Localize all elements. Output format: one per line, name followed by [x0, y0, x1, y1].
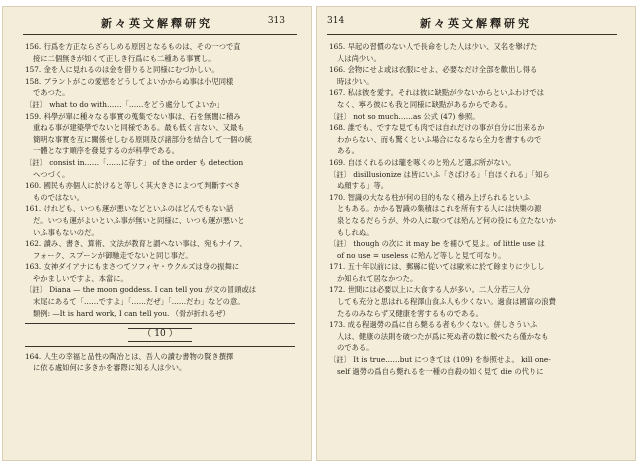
text-line: 168. 誰でも、ですな見ても肉では自れだけの事が自分に出来るか: [329, 123, 545, 133]
text-line: 162. 讀み、書き、算術、文法が教育と謂へない事は、宛もナイフ、: [25, 239, 247, 249]
text-line: ある。: [337, 146, 359, 156]
page-box-label: （ 10 ）: [128, 328, 191, 342]
text-line: 158. ブラントがこの愛慾をどうしてよいかからぬ事は小児同樣: [25, 76, 234, 86]
right-page-body: [329, 41, 615, 377]
right-page-header: [317, 15, 635, 31]
note-line: 〔註〕 It is true……but につきては (109) を参照せよ。 kill one-: [329, 355, 551, 365]
right-running-title: 新々英文解釋研究: [420, 17, 532, 30]
text-line: 159. 科學が單に種々なる事實の蒐集でない事は、石を無闇に積み: [25, 111, 241, 121]
text-line: たるのみならず又健康を害するものである。: [337, 308, 483, 318]
note-line: へつづく。: [33, 169, 70, 179]
left-footer-rule: [25, 323, 295, 324]
text-line: 167. 私は彼を愛す。それは彼に缺點が少ないからといふわけでは: [329, 88, 544, 98]
text-line: 人は、健康の法則を破つたが爲に死ぬ者の数に較べたら僅かなも: [337, 331, 549, 341]
text-line: 170. 智識の大なる柱が何の目的もなく積み上げられるといふ: [329, 192, 530, 202]
left-header-rule: [23, 34, 297, 35]
left-page-body: [25, 41, 295, 374]
text-line: 163. 女神ダイアナにもまさつてソフィヤ・ウクルズは身の振舞に: [25, 262, 240, 272]
text-line: だ。いつも運がよいといふ事が無いと同様に、いつも運が悪いと: [33, 215, 245, 225]
text-line: 161. けれども、いつも運が悪いなどといふのはどんでもない話: [25, 204, 234, 214]
text-line: ものではない。: [33, 192, 85, 202]
text-line: 169. 自ほくれるのは瓏を啄くのと殆んど選ぶ所がない。: [329, 157, 516, 167]
text-line: フォーク、スプーンが御馳走でないと同じ事だ。: [33, 250, 193, 260]
text-line: ともある。かかる智識の集積はこれを所有する人には快樂の源: [337, 204, 542, 214]
note-line: 〔註〕 disillusionize は皆にいふ「さばける」「自ほくれる」「知ら: [329, 169, 550, 179]
text-line: もしれぬ。: [337, 227, 374, 237]
note-line: 〔註〕 not so much……as 公式 (47) 參照。: [329, 111, 480, 121]
text-line: やかましいですよ、本當に。: [33, 273, 128, 283]
text-line: いふ事もないのだ。: [33, 227, 99, 237]
note-line: 類例: —It is hard work, I can tell you. （骨が折れるぜ）: [33, 308, 230, 318]
text-line: 156. 行爲を方正ならざらしめる原因となるものは、その一つで直: [25, 42, 241, 51]
text-line: 157. 金を人に見れるのは金を借りると同様にむづかしい。: [25, 65, 219, 75]
text-line: 165. 早起の習慣のない人で長命をした人は少い、又名を擧げた: [329, 42, 538, 51]
left-page-number: 313: [267, 16, 285, 26]
text-line: 人は尚少い。: [337, 53, 381, 63]
text-line: 166. 会物にせよ或は衣服にせよ、必要なだけ全部を歡出し得る: [329, 65, 538, 75]
text-line: に依る處如何に多きかを審際に知る人は少い。: [33, 363, 187, 373]
note-line: 〔註〕 though の次に it may be を補ひて見よ。of little use は: [329, 239, 545, 249]
text-line: わからない、而も驚くといふ場合になるなら全力を書すもので: [337, 134, 542, 144]
note-line: 〔註〕 what to do with……「……をどう處分してよいか」: [25, 99, 224, 109]
note-line: 〔註〕 consist in……「……に存す」 of the order も detection: [25, 157, 244, 167]
text-line: 簡明な事實を互に關係せしむる原則及び諸部分を結合して一個の統: [33, 134, 252, 144]
left-page: [2, 6, 312, 461]
text-line: 160. 國民も亦個人に於けると等しく其大きさによつて判斷すべき: [25, 181, 241, 191]
note-line: ぬ顔する」等。: [337, 181, 389, 191]
page-box: [25, 328, 295, 342]
text-line: か知られて居なかつた。: [337, 273, 418, 283]
left-running-title: 新々英文解釋研究: [101, 17, 213, 30]
note-line: of no use = useless に殆んど等しと見て可なり。: [337, 250, 506, 260]
text-line: 接に二個無きが如くて正しき行爲にも二種ある事實し。: [33, 53, 216, 63]
text-line: なく、寧ろ彼にも我と同様に缺點があるからである。: [337, 99, 512, 109]
text-line: 171. 五十年以前には、郵縣に從いては歐米に於て餘まりに少しし: [329, 262, 545, 272]
right-page-number: 314: [327, 16, 345, 26]
right-page: [316, 6, 636, 461]
text-line: 重ねる事が建築學でないと同様である。最も低く言ない、又最も: [33, 123, 245, 133]
note-line: self 過勞の爲自ら斃れるを一種の自殺の如く見て die の代りに: [337, 366, 544, 376]
text-line: しても充分と思はれる程澤山食ふ人も少くない。過食は國富の浪費: [337, 297, 556, 307]
text-line: 泉となるだらうが、外の人に取つては殆んど何の役にも立たないか: [337, 215, 556, 225]
text-line: のである。: [337, 343, 374, 353]
text-line: 一體となす順序を發見するのが科學である。: [33, 146, 179, 156]
text-line: 時は少い。: [337, 76, 374, 86]
note-line: 〔註〕 Diana — the moon goddess. I can tell you が文の冒頭或は: [25, 285, 257, 295]
text-line: 173. 成る程過勞の爲に自ら斃るる者も少くない。併しさういふ: [329, 320, 538, 330]
text-line: 164. 人生の幸福と品性の陶冶とは、吾人の讀む書物の賢き撰擇: [25, 351, 234, 361]
left-footer-rule-2: [25, 346, 295, 347]
right-header-rule: [327, 34, 617, 35]
text-line: であつた。: [33, 88, 70, 98]
note-line: 末尾にあるて「……ですよ」「……だぜ」「……だわ」などの意。: [33, 297, 245, 307]
text-line: 172. 世間には必要以上に大食する人が多い。二人分若三人分: [329, 285, 530, 295]
left-page-header: [3, 15, 311, 31]
